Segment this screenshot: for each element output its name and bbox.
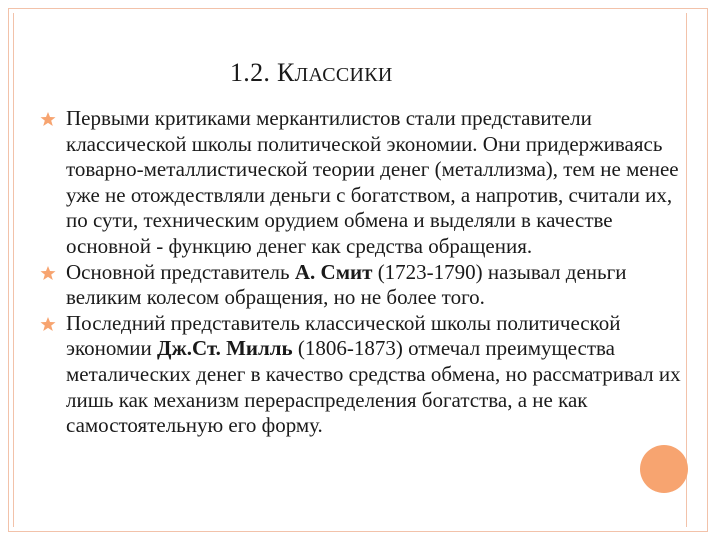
decorative-circle bbox=[640, 445, 688, 493]
bullet-list bbox=[40, 106, 690, 439]
title-rest: ЛАССИКИ bbox=[294, 64, 393, 86]
bullet-item-2 bbox=[40, 260, 690, 311]
star-icon bbox=[40, 316, 56, 332]
bullet-3-name: Дж.Ст. Милль bbox=[157, 336, 293, 361]
title-prefix: 1.2. К bbox=[230, 58, 295, 87]
bullet-2-text-end: (1723-1790) называл деньги великим колесом обращения, но не более того. bbox=[66, 259, 627, 310]
bullet-3-text-start: Последний представитель классической школы политической экономии bbox=[66, 310, 621, 361]
bullet-2-text-start: Основной представитель bbox=[66, 259, 295, 284]
star-icon bbox=[40, 265, 56, 281]
star-icon bbox=[40, 111, 56, 127]
bullet-item-3 bbox=[40, 311, 690, 439]
slide-title bbox=[230, 58, 393, 88]
bullet-2-name: А. Смит bbox=[294, 259, 373, 284]
bullet-1-text: Первыми критиками меркантилистов стали представители классической школы политической экономии. Они придерживаясь товарно-металлистической теории денег (металлизма), тем не менее уже не отождествляли деньги с богатством, а напротив, считали их, по сути, техническим орудием обмена и выделяли в качестве основной - функцию денег как средства обращения. bbox=[66, 106, 679, 258]
bullet-item-1 bbox=[40, 106, 690, 260]
bullet-3-text-end: (1806-1873) отмечал преимущества металических денег в качество средства обмена, но рассматривал их лишь как механизм перераспределения богатства, а не как самостоятельную его форму. bbox=[66, 336, 681, 438]
